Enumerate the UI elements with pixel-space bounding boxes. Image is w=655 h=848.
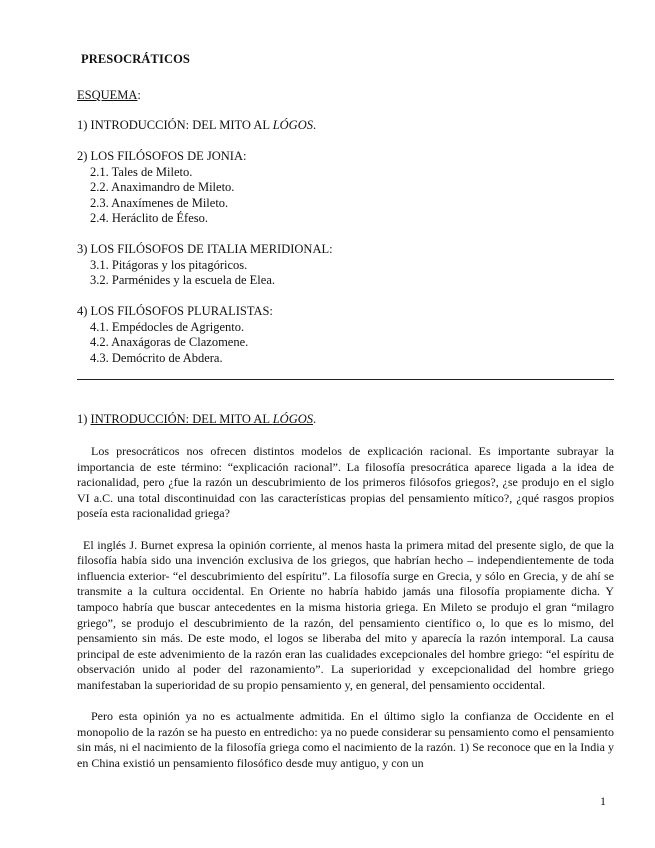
section-title: [91, 412, 313, 426]
paragraph: Los presocráticos nos ofrecen distintos modelos de explicación racional. Es importante subrayar la importancia de este término: “explicación racional”. La filosofía presocrática aparece ligada a la idea de racionalidad, pero ¿fue la razón un descubrimiento de los primeros filósofos griegos?, ¿se produjo en el siglo VI a.C. una total discontinuidad con las características propias del pensamiento mítico?, ¿qué rasgos propios poseía esta racionalidad griega?: [77, 444, 614, 521]
outline-heading: 4) LOS FILÓSOFOS PLURALISTAS:: [77, 304, 273, 318]
page-number: 1: [600, 794, 606, 808]
section-number: 1): [77, 412, 91, 426]
outline-item: 3.2. Parménides y la escuela de Elea.: [90, 273, 275, 287]
outline-heading: [77, 118, 333, 134]
outline-item: 4.1. Empédocles de Agrigento.: [90, 319, 245, 334]
outline-item: 2.2. Anaximandro de Mileto.: [90, 180, 235, 194]
outline-item: 4.3. Demócrito de Abdera.: [90, 350, 223, 365]
outline-item: 2.3. Anaxímenes de Mileto.: [90, 195, 229, 210]
section-heading: [77, 412, 316, 427]
outline-heading-end: .: [313, 118, 317, 132]
outline-heading: 3) LOS FILÓSOFOS DE ITALIA MERIDIONAL:: [77, 242, 333, 256]
outline-section-1: [77, 118, 333, 134]
outline-item: 2.4. Heráclito de Éfeso.: [90, 211, 209, 225]
scheme-label-text: ESQUEMA: [77, 88, 138, 102]
outline-heading-text: 1) INTRODUCCIÓN: DEL MITO AL: [77, 118, 273, 132]
section-title-end: .: [313, 412, 317, 426]
horizontal-divider: [77, 379, 614, 380]
outline-heading: 2) LOS FILÓSOFOS DE JONIA:: [77, 149, 247, 163]
outline-item: 4.2. Anaxágoras de Clazomene.: [90, 335, 249, 349]
section-title-text: INTRODUCCIÓN: DEL MITO AL: [90, 412, 273, 426]
outline-section-3: [77, 242, 333, 289]
section-title-italic: LÓGOS: [272, 412, 314, 426]
outline-item: 2.1. Tales de Mileto.: [90, 164, 193, 179]
scheme-label: [77, 88, 141, 103]
outline-heading-italic: LÓGOS: [272, 118, 313, 132]
outline-item: 3.1. Pitágoras y los pitagóricos.: [90, 257, 248, 272]
scheme-label-colon: :: [137, 88, 141, 102]
outline-section-4: [77, 304, 333, 366]
page-title: PRESOCRÁTICOS: [81, 52, 190, 66]
outline-section-2: [77, 149, 333, 227]
body-text: [77, 444, 614, 771]
paragraph: Pero esta opinión ya no es actualmente admitida. En el último siglo la confianza de Occidente en el monopolio de la razón se ha puesto en entredicho: ya no puede considerar su pensamiento como el pensamiento sin más, ni el nacimiento de la filosofía griega como el nacimiento de la razón. 1) Se reconoce que en la India y en China existió un pensamiento filosófico desde muy antiguo, y con un: [77, 709, 614, 770]
outline: [77, 118, 333, 366]
paragraph: El inglés J. Burnet expresa la opinión corriente, al menos hasta la primera mitad del presente siglo, de que la filosofía había sido una invención exclusiva de los griegos, que habrían hecho – independientemente de toda influencia exterior- “el descubrimiento del espíritu”. La filosofía surge en Grecia, y sólo en Grecia, y de ahí se transmite a la cultura occidental. En Oriente no habría habido jamás una filosofía propiamente dicha. Y tampoco habría que buscar antecedentes en la misma historia griega. En Mileto se produjo el gran “milagro griego”, se produjo el descubrimiento de la razón, del pensamiento científico o, lo que es lo mismo, del pensamiento sin más. De este modo, el logos se liberaba del mito y aparecía la razón intemporal. La causa principal de este advenimiento de la razón eran las cualidades excepcionales del hombre griego: “el espíritu de observación unido al poder del razonamiento”. La superioridad y excepcionalidad del hombre griego manifestaban la superioridad de su propio pensamiento y, en general, del pensamiento occidental.: [77, 537, 614, 692]
